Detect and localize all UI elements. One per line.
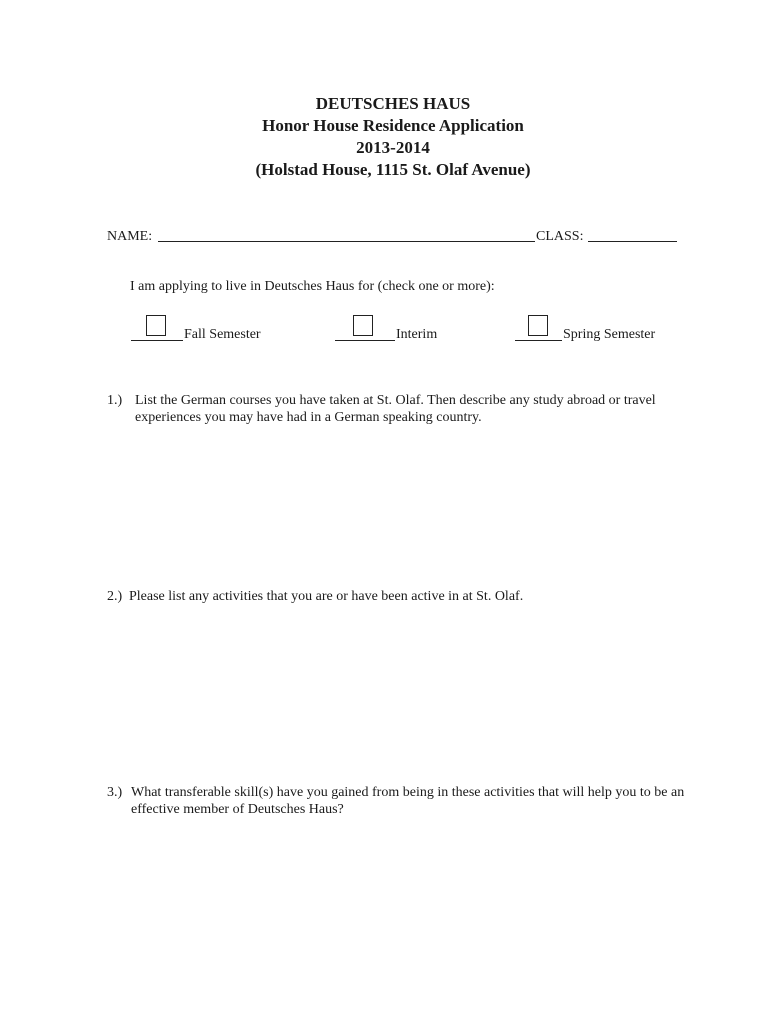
title-line-3: 2013-2014 xyxy=(356,138,430,157)
question-1-number: 1.) xyxy=(107,393,123,408)
class-label: CLASS: xyxy=(536,229,584,244)
spring-semester-checkbox[interactable] xyxy=(528,315,548,336)
interim-checkbox[interactable] xyxy=(353,315,373,336)
name-field[interactable] xyxy=(158,241,535,242)
interim-blank xyxy=(335,340,395,341)
fall-semester-label: Fall Semester xyxy=(184,327,261,342)
class-field[interactable] xyxy=(588,241,677,242)
interim-label: Interim xyxy=(396,327,438,342)
fall-semester-blank xyxy=(131,340,183,341)
spring-semester-blank xyxy=(515,340,562,341)
spring-semester-label: Spring Semester xyxy=(563,327,656,342)
question-3-number: 3.) xyxy=(107,785,123,800)
name-label: NAME: xyxy=(107,229,153,244)
question-3-line-2: effective member of Deutsches Haus? xyxy=(131,802,344,817)
fall-semester-checkbox[interactable] xyxy=(146,315,166,336)
question-1-line-2: experiences you may have had in a German speaking country. xyxy=(135,410,482,425)
question-3-line-1: What transferable skill(s) have you gained from being in these activities that will help you to be an xyxy=(131,785,685,800)
question-1-line-1: List the German courses you have taken at St. Olaf. Then describe any study abroad or travel xyxy=(135,393,656,408)
question-2-line-1: Please list any activities that you are or have been active in at St. Olaf. xyxy=(129,589,524,604)
question-2-number: 2.) xyxy=(107,589,123,604)
title-line-2: Honor House Residence Application xyxy=(262,116,524,135)
question-3-answer-area[interactable] xyxy=(107,822,677,1002)
title-line-1: DEUTSCHES HAUS xyxy=(315,94,471,113)
question-1-answer-area[interactable] xyxy=(107,430,677,580)
title-line-4: (Holstad House, 1115 St. Olaf Avenue) xyxy=(255,160,531,179)
document-title xyxy=(0,93,770,181)
question-2-answer-area[interactable] xyxy=(107,610,677,780)
applying-intro: I am applying to live in Deutsches Haus for (check one or more): xyxy=(130,279,495,294)
